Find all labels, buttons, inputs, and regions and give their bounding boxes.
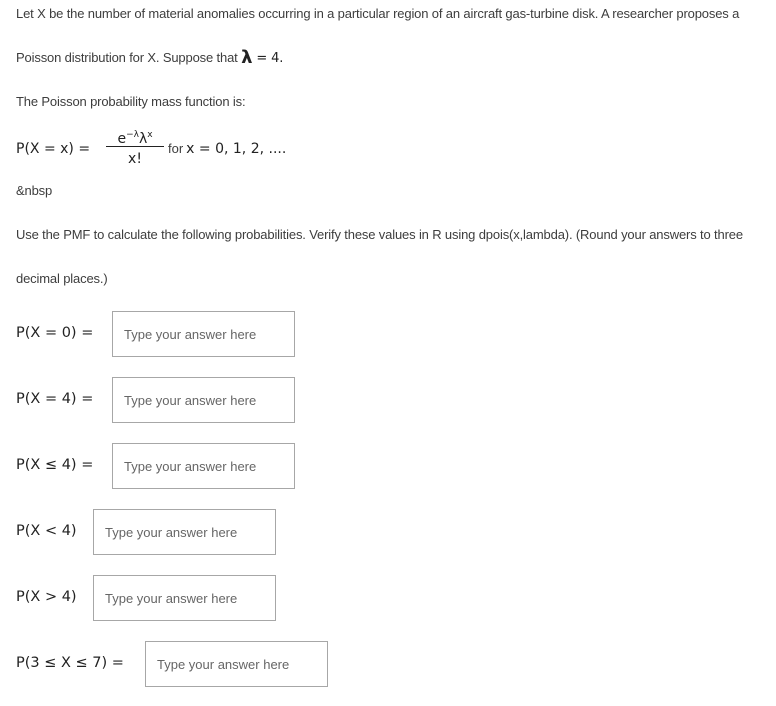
formula-domain-values: x = 0, 1, 2, .... [186,141,287,157]
formula-for-word: for [168,141,184,156]
formula-fraction [106,126,164,168]
answer-input-p-x-lt-4[interactable] [93,509,276,555]
question-label-p-3-le-x-le-7: P(3 ≤ X ≤ 7) = [16,655,124,671]
question-label-p-x-gt-4: P(X > 4) [16,589,77,605]
instruction-line-1: Use the PMF to calculate the following probabilities. Verify these values in R using dpois(x,lambda). (Round your answers to three [16,227,743,242]
pmf-heading: The Poisson probability mass function is: [16,94,246,109]
answer-input-p-x-le-4[interactable] [112,443,295,489]
nbsp-text: &nbsp [16,183,53,198]
answer-input-p-3-le-x-le-7[interactable] [145,641,328,687]
question-label-p-x-lt-4: P(X < 4) [16,523,77,539]
answer-input-p-x-gt-4[interactable] [93,575,276,621]
numerator-lambda: λ [138,131,148,147]
intro-line-2-text: Poisson distribution for X. Suppose that [16,50,242,65]
numerator-power: x [147,130,153,140]
lambda-symbol: λ [241,47,253,68]
question-label-p-x-eq-0: P(X = 0) = [16,325,94,341]
formula-lhs: P(X = x) = [16,141,91,157]
question-label-p-x-eq-4: P(X = 4) = [16,391,94,407]
question-label-p-x-le-4: P(X ≤ 4) = [16,457,94,473]
formula-denominator: x! [128,151,142,167]
numerator-base: e [117,131,127,147]
intro-line-2 [16,47,284,68]
formula-domain [168,141,286,157]
numerator-exponent: −λ [126,130,139,140]
instruction-line-2: decimal places.) [16,271,108,286]
lambda-value: = 4. [252,51,284,66]
intro-line-1: Let X be the number of material anomalies occurring in a particular region of an aircraft gas-turbine disk. A researcher proposes a [16,6,740,21]
answer-input-p-x-eq-0[interactable] [112,311,295,357]
answer-input-p-x-eq-4[interactable] [112,377,295,423]
fraction-bar [106,146,164,147]
formula-numerator [106,126,164,147]
